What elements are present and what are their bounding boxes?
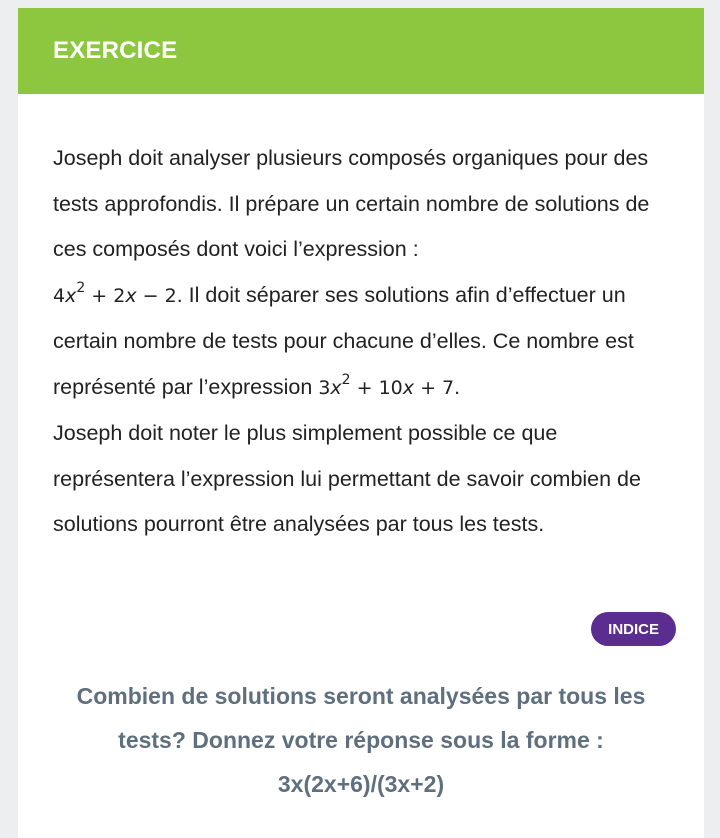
exercise-statement xyxy=(18,94,704,548)
statement-part-2: . Il doit séparer ses solutions afin d’effectuer un certain nombre de tests pour chacune d’elles. Ce nombre est représenté par l’expression xyxy=(53,282,634,399)
question-prompt: Combien de solutions seront analysées par tous les tests? Donnez votre réponse sous la forme : 3x(2x+6)/(3x+2) xyxy=(76,683,646,797)
exercise-paragraph xyxy=(53,136,674,548)
statement-part-4: Joseph doit noter le plus simplement possible ce que représentera l’expression lui permettant de savoir combien de solutions pourront être analysées par tous les tests. xyxy=(53,421,641,536)
exercise-card xyxy=(18,8,704,838)
expression-tests: $3x^2 + 10x + 7$ xyxy=(318,372,455,399)
hint-button[interactable]: INDICE xyxy=(591,612,676,646)
hint-row xyxy=(591,612,676,646)
exercise-header xyxy=(18,8,704,94)
expression-solutions: $4x^2 + 2x - 2$ xyxy=(53,280,177,307)
exercise-title: EXERCICE xyxy=(53,37,178,64)
statement-part-1: Joseph doit analyser plusieurs composés organiques pour des tests approfondis. Il prépare un certain nombre de solutions de ces composés dont voici l’expression : xyxy=(53,146,650,261)
statement-part-3: . xyxy=(454,374,461,399)
